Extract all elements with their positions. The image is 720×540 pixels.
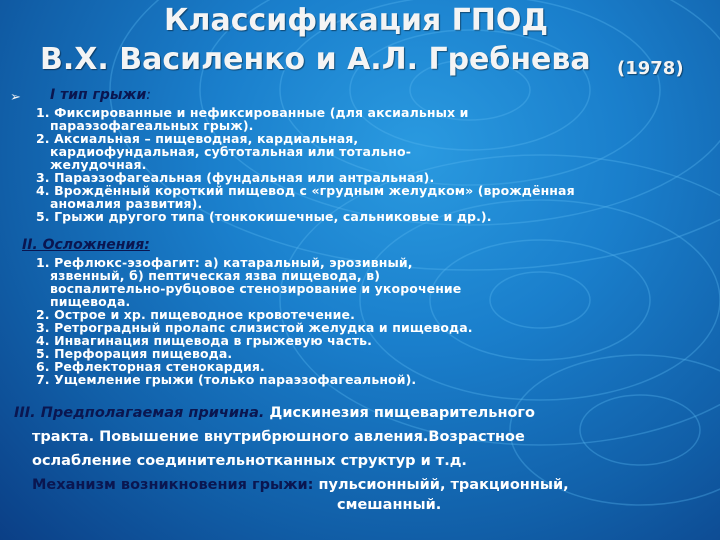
mechanism-line [32,477,569,493]
list-item [36,184,716,210]
list-item-text: 6. Рефлекторная стенокардия. [36,359,265,374]
mechanism-label: Механизм возникновения грыжи: [32,477,314,493]
list-item-text: 4. Врождённый короткий пищевод с «грудным желудком» (врождённая [36,183,575,198]
list-item-text: 5. Перфорация пищевода. [36,346,233,361]
list-item [36,106,716,132]
list-item [36,256,556,282]
section1-list [36,106,716,223]
section1-heading-text: I тип грыжи [50,87,147,103]
list-item-text: 3. Ретроградный пролапс слизистой желудка и пищевода. [36,320,473,335]
list-item [36,373,556,386]
list-item-continuation: желудочная. [50,157,147,172]
section3-text-line2: тракта. Повышение внутрибрюшного авления.Возрастное [32,429,525,445]
arrow-bullet-icon: ➢ [10,90,21,105]
section3-text-line1: Дискинезия пищеварительного [264,405,535,421]
list-item-text: 1. Фиксированные и нефиксированные (для аксиальных и [36,105,469,120]
list-item-text: 4. Инвагинация пищевода в грыжевую часть. [36,333,373,348]
section3-heading [14,405,535,421]
list-item [36,132,716,158]
section2-heading: II. Осложнения: [22,237,150,253]
section3-text-line3: ослабление соединительнотканных структур и т.д. [32,453,467,469]
slide-title: Классификация ГПОД [164,3,549,38]
section3-text-line5: смешанный. [337,497,442,513]
section1-heading-colon: : [146,87,152,103]
list-item-continuation: кардиофундальная, субтотальная или тотально- [50,144,411,159]
section1-heading [50,87,151,103]
list-item-continuation: параэзофагеальных грыж). [50,118,254,133]
slide-subtitle-authors: В.Х. Василенко и А.Л. Гребнева [40,42,591,77]
list-item-text: 5. Грыжи другого типа (тонкокишечные, сальниковые и др.). [36,209,492,224]
section3-heading-text: III. Предполагаемая причина. [14,405,265,421]
list-item-text: 3. Параэзофагеальная (фундальная или антральная). [36,170,435,185]
mechanism-value: пульсионныйй, тракционный, [313,477,569,493]
section2-list [36,256,556,386]
list-item-text: 2. Аксиальная – пищеводная, кардиальная, [36,131,359,146]
list-item-text: 1. Рефлюкс-эзофагит: а) катаральный, эрозивный, [36,255,413,270]
list-item-continuation: пищевода. [50,294,131,309]
list-item-continuation: аномалия развития). [50,196,203,211]
list-item [36,210,716,223]
list-item-continuation: язвенный, б) пептическая язва пищевода, в) [50,268,381,283]
slide-title-year: (1978) [617,58,684,79]
list-item-text: 2. Острое и хр. пищеводное кровотечение. [36,307,355,322]
list-item-continuation: воспалительно-рубцовое стенозирование и укорочение [50,281,462,296]
list-item-text: 7. Ущемление грыжи (только параэзофагеальной). [36,372,417,387]
